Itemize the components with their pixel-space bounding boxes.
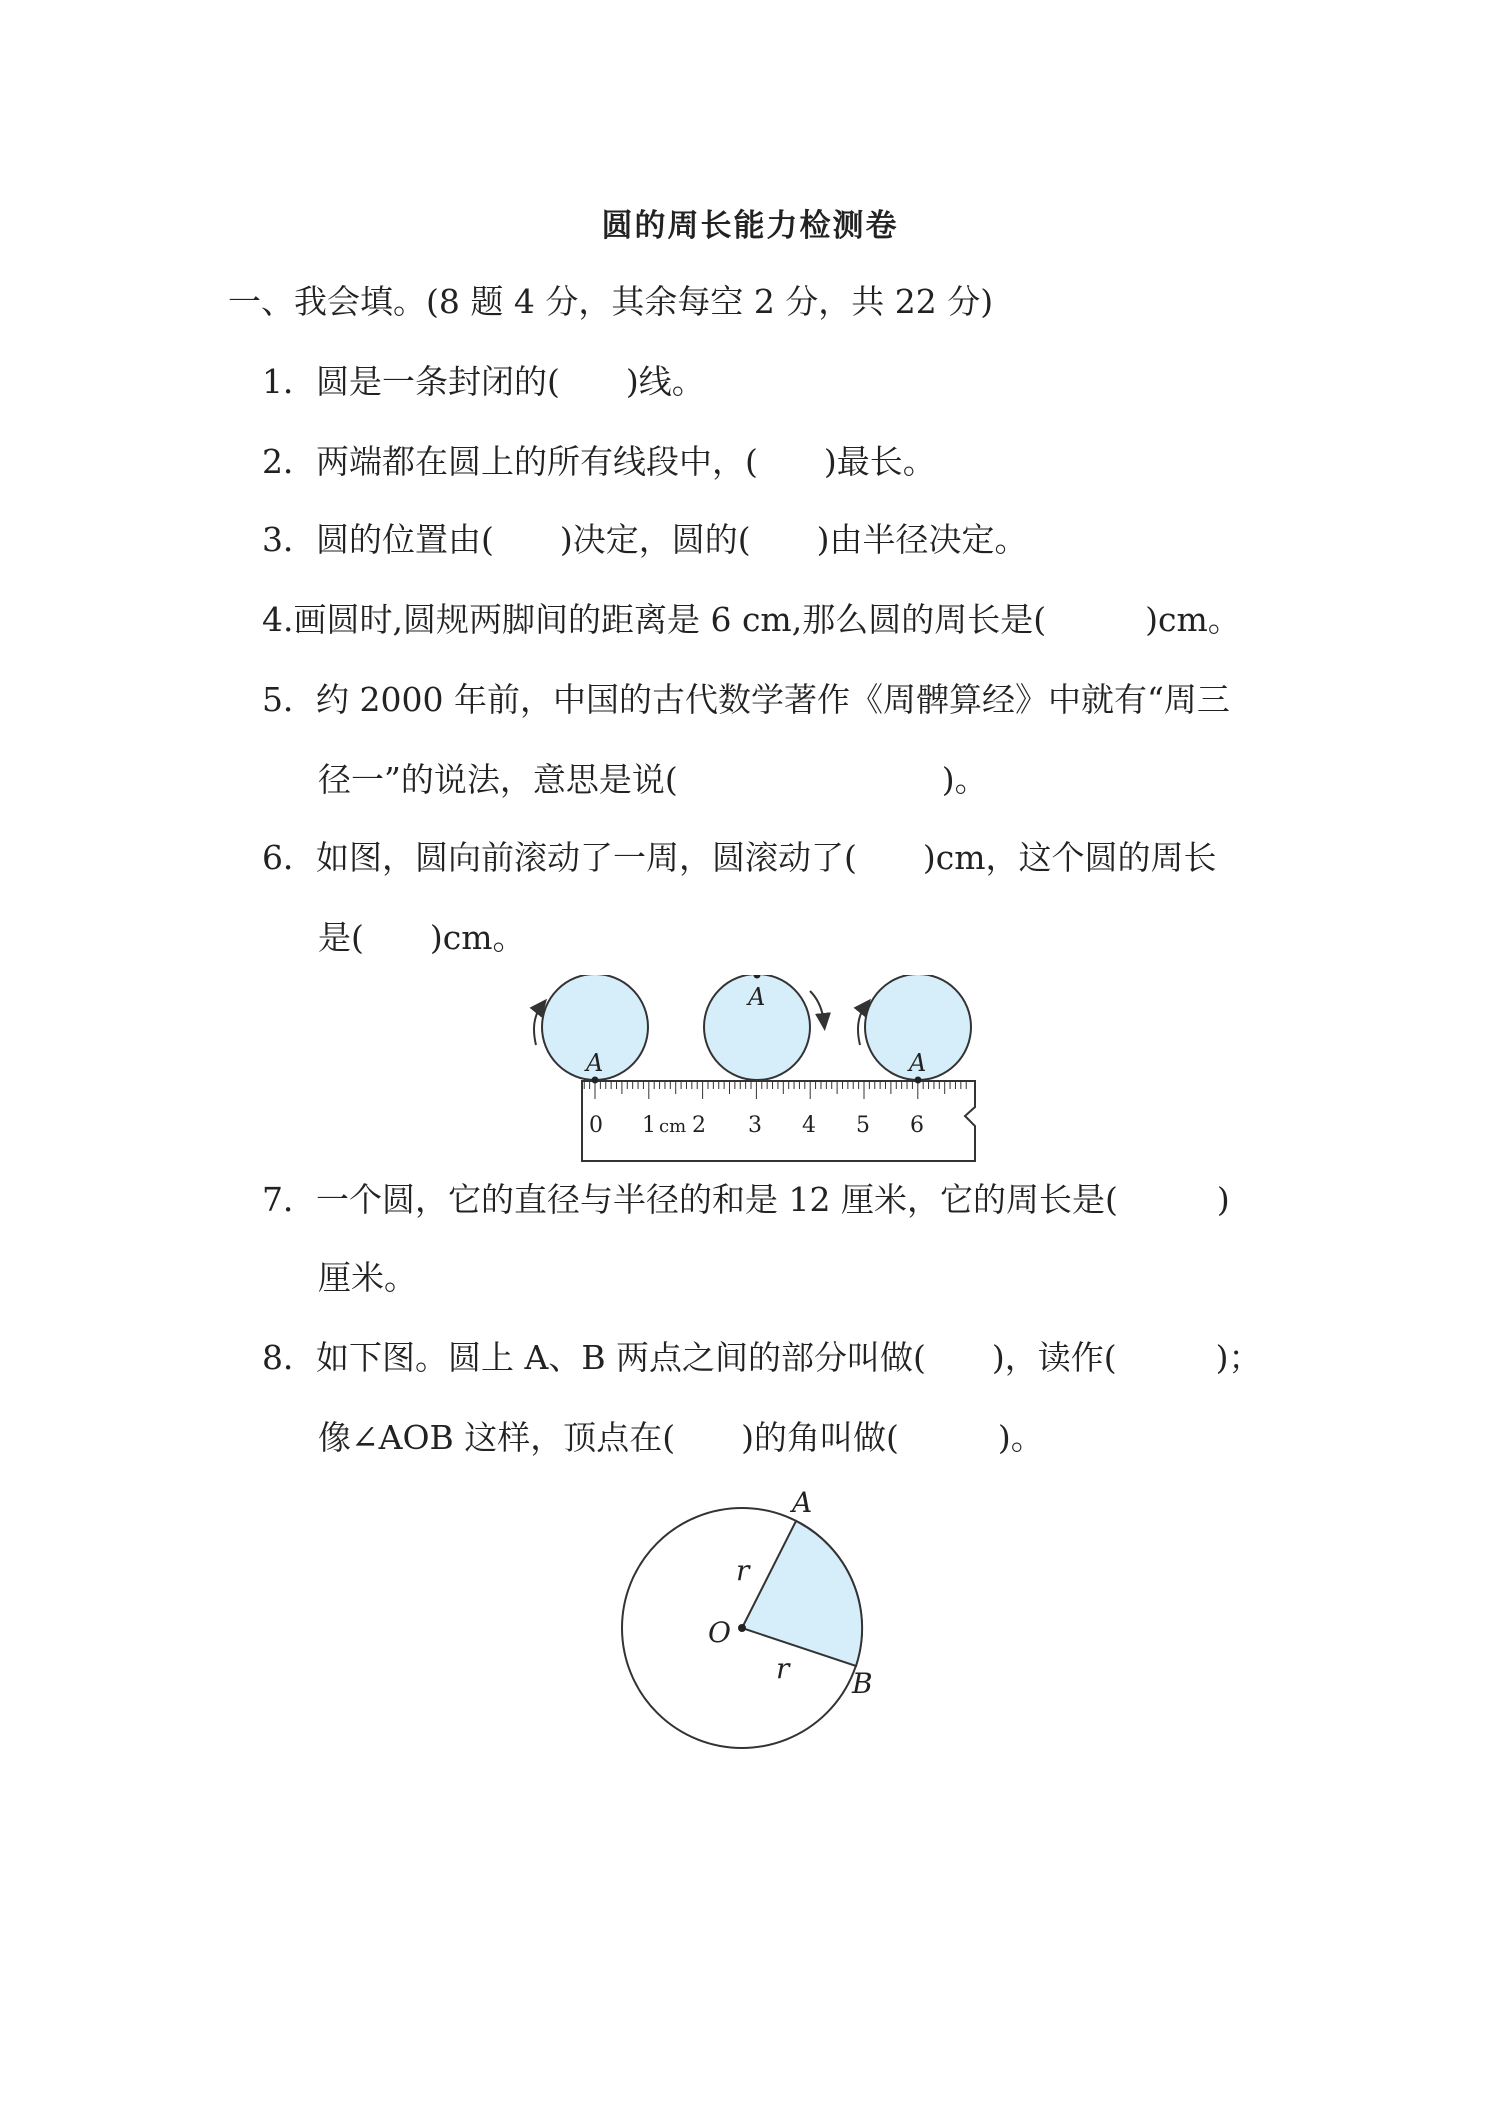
tick-label-2: 2 [692, 1113, 706, 1138]
tick-label-5: 5 [856, 1113, 870, 1138]
question-8-line-1: 8．如下图。圆上 A、B 两点之间的部分叫做( )，读作( )； [262, 1338, 1262, 1377]
section-heading: 一、我会填。(8 题 4 分，其余每空 2 分，共 22 分) [228, 282, 994, 321]
question-7-line-1: 7．一个圆，它的直径与半径的和是 12 厘米，它的周长是( ) [262, 1180, 1230, 1219]
tick-label-6: 6 [910, 1113, 924, 1138]
tick-label-0: 0 [589, 1113, 603, 1138]
question-2-line-1: 2．两端都在圆上的所有线段中，( )最长。 [262, 442, 936, 481]
point-a-start [592, 1077, 599, 1084]
rotation-arrow-start [534, 1005, 542, 1045]
question-7-line-2: 厘米。 [318, 1258, 417, 1297]
tick-unit-cm: cm [659, 1116, 687, 1137]
label-a-start: A [586, 1049, 604, 1077]
label-r-lower: r [776, 1652, 790, 1685]
label-o: O [708, 1616, 731, 1649]
question-8-line-2: 像∠AOB 这样，顶点在( )的角叫做( )。 [318, 1418, 1044, 1457]
question-1-line-1: 1．圆是一条封闭的( )线。 [262, 362, 705, 401]
rolling-circle-figure [520, 975, 990, 1170]
tick-label-1: 1 [642, 1113, 656, 1138]
center-point [738, 1624, 746, 1632]
label-a-end: A [909, 1049, 927, 1077]
tick-label-4: 4 [802, 1113, 816, 1138]
label-b: B [852, 1667, 873, 1700]
label-r-upper: r [736, 1554, 750, 1587]
tick-label-3: 3 [748, 1113, 762, 1138]
question-5-line-1: 5．约 2000 年前，中国的古代数学著作《周髀算经》中就有“周三 [262, 680, 1230, 719]
label-a: A [792, 1486, 813, 1519]
point-a-end [915, 1077, 922, 1084]
question-6-line-2: 是( )cm。 [318, 918, 526, 957]
sector-figure [600, 1480, 900, 1760]
rotation-arrow-middle [810, 991, 824, 1023]
page-title: 圆的周长能力检测卷 [601, 208, 899, 244]
question-5-line-2: 径一”的说法，意思是说( )。 [318, 760, 988, 799]
label-a-middle: A [748, 983, 766, 1011]
question-6-line-1: 6．如图，圆向前滚动了一周，圆滚动了( )cm，这个圆的周长 [262, 838, 1217, 877]
question-3-line-1: 3．圆的位置由( )决定，圆的( )由半径决定。 [262, 520, 1028, 559]
question-4-line-1: 4.画圆时,圆规两脚间的距离是 6 cm,那么圆的周长是( )cm。 [262, 600, 1241, 639]
